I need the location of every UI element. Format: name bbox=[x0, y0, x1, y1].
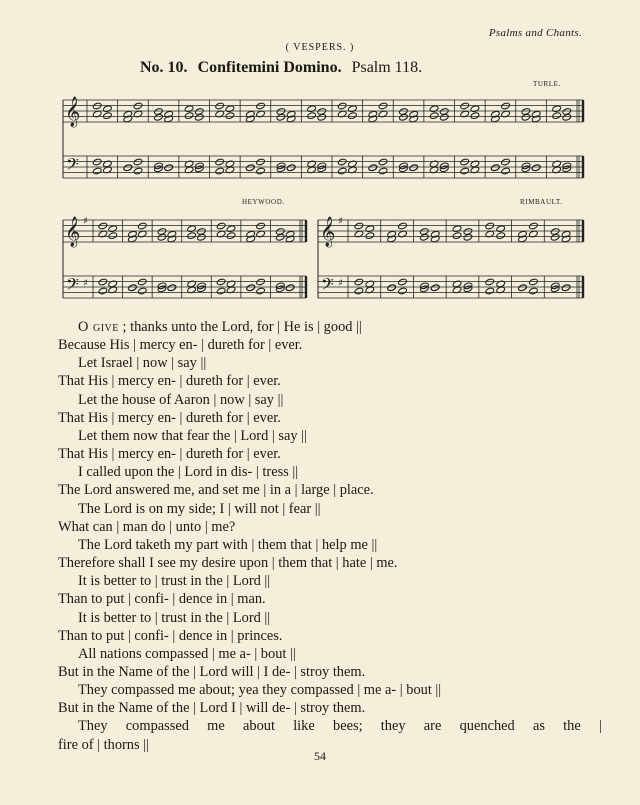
note-head bbox=[429, 112, 439, 120]
note-head bbox=[285, 284, 295, 292]
note-head bbox=[103, 112, 113, 120]
note-head bbox=[398, 222, 408, 230]
verse-line bbox=[58, 681, 598, 699]
verse-text: Therefore shall I see my desire upon | them that | hate | me. bbox=[58, 555, 398, 572]
treble-staff bbox=[63, 216, 306, 248]
note-head bbox=[460, 102, 470, 110]
note-head bbox=[128, 284, 138, 292]
note-head bbox=[256, 278, 266, 286]
verse-line bbox=[58, 536, 598, 554]
bass-staff bbox=[63, 154, 583, 178]
note-head bbox=[256, 287, 266, 295]
verse-line bbox=[58, 318, 598, 336]
note-head bbox=[184, 105, 194, 113]
note-head bbox=[137, 287, 147, 295]
verse-line bbox=[58, 500, 598, 518]
note-head bbox=[550, 233, 560, 241]
verse-word: They bbox=[78, 718, 108, 735]
verse-text: That His | mercy en- | dureth for | ever. bbox=[58, 373, 281, 390]
verse-text: But in the Name of the | Lord I | will de- | stroy them. bbox=[58, 700, 366, 717]
verse-line bbox=[58, 463, 598, 481]
note-head bbox=[215, 158, 225, 166]
note-head bbox=[137, 278, 147, 286]
verse-text: The Lord taketh my part with | them that | help me || bbox=[78, 536, 378, 553]
note-head bbox=[452, 225, 462, 233]
note-head bbox=[98, 287, 108, 295]
note-head bbox=[276, 113, 286, 121]
note-head bbox=[307, 112, 317, 120]
verse-text: Than to put | confi- | dence in | princes. bbox=[58, 627, 283, 644]
verse-line bbox=[58, 645, 598, 663]
verse-text: It is better to | trust in the | Lord || bbox=[78, 609, 271, 626]
note-head bbox=[485, 278, 495, 286]
music-system-1 bbox=[63, 96, 583, 178]
verse-text: ; thanks unto the Lord, for | He is | good || bbox=[118, 319, 362, 335]
note-head bbox=[157, 233, 167, 241]
bass-clef-icon: 𝄢 bbox=[321, 274, 334, 298]
note-head bbox=[275, 233, 285, 241]
note-head bbox=[409, 164, 419, 172]
verse-word: as bbox=[532, 718, 545, 735]
note-head bbox=[562, 113, 572, 121]
verse-word: they bbox=[380, 718, 406, 735]
note-head bbox=[133, 158, 143, 166]
note-head bbox=[98, 222, 108, 230]
note-head bbox=[215, 167, 225, 175]
verse-word: like bbox=[293, 718, 315, 735]
note-head bbox=[256, 222, 266, 230]
bass-clef-icon: 𝄢 bbox=[66, 274, 79, 298]
note-head bbox=[470, 112, 480, 120]
note-head bbox=[197, 233, 207, 241]
verse-line bbox=[58, 409, 598, 427]
note-head bbox=[216, 222, 226, 230]
verse-text: Because His | mercy en- | dureth for | ever. bbox=[58, 337, 303, 354]
verse-line bbox=[58, 481, 598, 499]
verse-word: me bbox=[207, 718, 225, 735]
note-head bbox=[194, 113, 204, 121]
composer-second: HEYWOOD. bbox=[242, 198, 285, 206]
note-head bbox=[225, 112, 235, 120]
note-head bbox=[164, 164, 174, 172]
note-head bbox=[365, 225, 375, 233]
note-head bbox=[307, 105, 317, 113]
bass-staff bbox=[63, 274, 306, 298]
bass-staff bbox=[318, 274, 583, 298]
note-head bbox=[490, 164, 500, 172]
verse-text: All nations compassed | me a- | bout || bbox=[78, 645, 296, 662]
psalm-reference: Psalm 118. bbox=[351, 59, 423, 76]
note-head bbox=[246, 284, 256, 292]
verse-word: about bbox=[242, 718, 275, 735]
verse-line bbox=[58, 663, 598, 681]
note-head bbox=[317, 113, 327, 121]
note-head bbox=[245, 164, 255, 172]
verse-line bbox=[58, 609, 598, 627]
note-head bbox=[133, 167, 143, 175]
note-head bbox=[399, 113, 409, 121]
section-label: ( VESPERS. ) bbox=[285, 42, 355, 53]
note-head bbox=[496, 232, 506, 240]
note-head bbox=[378, 167, 388, 175]
verse-text: I called upon the | Lord in dis- | tress || bbox=[78, 464, 299, 481]
note-head bbox=[337, 158, 347, 166]
sharp-icon: ♯ bbox=[83, 278, 88, 289]
verse-line bbox=[58, 572, 598, 590]
verse-text: They compassed me about; yea they compassed | me a- | bout || bbox=[78, 682, 442, 699]
verse-text: What can | man do | unto | me? bbox=[58, 518, 236, 535]
note-head bbox=[470, 105, 480, 113]
verse-text: Let them now that fear the | Lord | say || bbox=[78, 427, 307, 444]
note-head bbox=[552, 112, 562, 120]
note-head bbox=[378, 158, 388, 166]
treble-staff bbox=[63, 96, 583, 128]
note-head bbox=[368, 164, 378, 172]
note-head bbox=[452, 232, 462, 240]
sharp-icon: ♯ bbox=[83, 216, 88, 227]
note-head bbox=[256, 167, 266, 175]
verse-text: That His | mercy en- | dureth for | ever. bbox=[58, 409, 281, 426]
note-head bbox=[337, 167, 347, 175]
bass-clef-icon: 𝄢 bbox=[66, 154, 79, 178]
note-head bbox=[485, 287, 495, 295]
verse-line bbox=[58, 372, 598, 390]
note-head bbox=[187, 232, 197, 240]
note-head bbox=[529, 278, 539, 286]
note-head bbox=[256, 158, 266, 166]
note-head bbox=[501, 158, 511, 166]
verse-line bbox=[58, 391, 598, 409]
note-head bbox=[167, 284, 177, 292]
note-head bbox=[226, 225, 236, 233]
note-head bbox=[103, 105, 113, 113]
note-head bbox=[215, 102, 225, 110]
note-head bbox=[552, 105, 562, 113]
treble-clef-icon: 𝄞 bbox=[320, 217, 336, 247]
verse-word: compassed bbox=[125, 718, 189, 735]
chant-text bbox=[58, 318, 602, 754]
note-head bbox=[354, 222, 364, 230]
note-head bbox=[463, 233, 473, 241]
note-head bbox=[354, 287, 364, 295]
music-system-3 bbox=[318, 216, 583, 298]
note-head bbox=[485, 222, 495, 230]
composer-first: TURLE. bbox=[533, 80, 561, 88]
composer-third: RIMBAULT. bbox=[520, 198, 563, 206]
verse-line bbox=[58, 554, 598, 572]
note-head bbox=[108, 232, 118, 240]
note-head bbox=[133, 102, 143, 110]
note-head bbox=[337, 102, 347, 110]
verse-line bbox=[58, 699, 598, 717]
verse-line bbox=[58, 590, 598, 608]
verse-text: Than to put | confi- | dence in | man. bbox=[58, 591, 266, 608]
note-head bbox=[137, 222, 147, 230]
verse-word: the bbox=[563, 718, 581, 735]
note-head bbox=[108, 225, 118, 233]
verse-lead: O give bbox=[78, 319, 119, 335]
note-head bbox=[398, 287, 408, 295]
note-head bbox=[225, 105, 235, 113]
verse-line bbox=[58, 427, 598, 445]
note-head bbox=[529, 222, 539, 230]
verse-line bbox=[58, 336, 598, 354]
page-number: 54 bbox=[314, 749, 326, 763]
running-head: Psalms and Chants. bbox=[488, 27, 582, 39]
note-head bbox=[92, 102, 102, 110]
verse-word: quenched bbox=[459, 718, 515, 735]
sharp-icon: ♯ bbox=[338, 278, 343, 289]
note-head bbox=[521, 113, 531, 121]
note-head bbox=[518, 284, 528, 292]
note-head bbox=[348, 112, 358, 120]
note-head bbox=[256, 102, 266, 110]
treble-staff bbox=[318, 216, 583, 248]
verse-text: Let Israel | now | say || bbox=[78, 355, 207, 372]
note-head bbox=[92, 158, 102, 166]
note-head bbox=[187, 225, 197, 233]
note-head bbox=[387, 284, 397, 292]
verse-line bbox=[58, 518, 598, 536]
note-head bbox=[348, 105, 358, 113]
note-head bbox=[92, 167, 102, 175]
note-head bbox=[154, 113, 164, 121]
treble-clef-icon: 𝄞 bbox=[65, 97, 81, 127]
treble-clef-icon: 𝄞 bbox=[65, 217, 81, 247]
note-head bbox=[529, 287, 539, 295]
note-head bbox=[430, 284, 440, 292]
verse-text: But in the Name of the | Lord will | I de- | stroy them. bbox=[58, 663, 366, 680]
verse-text: The Lord is on my side; I | will not | fear || bbox=[78, 500, 321, 517]
verse-line bbox=[58, 627, 598, 645]
music-system-2 bbox=[63, 216, 306, 298]
note-head bbox=[496, 225, 506, 233]
note-head bbox=[365, 232, 375, 240]
note-head bbox=[398, 278, 408, 286]
note-head bbox=[501, 102, 511, 110]
verse-text: That His | mercy en- | dureth for | ever. bbox=[58, 446, 281, 463]
note-head bbox=[460, 167, 470, 175]
verse-word: bees; bbox=[333, 718, 363, 735]
note-head bbox=[439, 113, 449, 121]
note-head bbox=[184, 112, 194, 120]
verse-line bbox=[58, 445, 598, 463]
note-head bbox=[419, 233, 429, 241]
verse-line bbox=[58, 717, 602, 735]
note-head bbox=[226, 232, 236, 240]
note-head bbox=[561, 284, 571, 292]
note-head bbox=[216, 278, 226, 286]
note-head bbox=[460, 158, 470, 166]
verse-text: It is better to | trust in the | Lord || bbox=[78, 573, 271, 590]
chant-name: Confitemini Domino. bbox=[197, 59, 342, 76]
note-head bbox=[286, 164, 296, 172]
chant-number: No. 10. bbox=[140, 59, 188, 76]
note-head bbox=[429, 105, 439, 113]
verse-word: | bbox=[598, 718, 602, 735]
note-head bbox=[98, 278, 108, 286]
note-head bbox=[531, 164, 541, 172]
verse-word: are bbox=[423, 718, 442, 735]
note-head bbox=[378, 102, 388, 110]
verse-text: The Lord answered me, and set me | in a | large | place. bbox=[58, 482, 374, 499]
note-head bbox=[216, 287, 226, 295]
verse-line bbox=[58, 354, 598, 372]
note-head bbox=[123, 164, 133, 172]
sharp-icon: ♯ bbox=[338, 216, 343, 227]
note-head bbox=[354, 278, 364, 286]
verse-text: fire of | thorns || bbox=[58, 736, 149, 753]
verse-text: Let the house of Aaron | now | say || bbox=[78, 391, 284, 408]
note-head bbox=[501, 167, 511, 175]
